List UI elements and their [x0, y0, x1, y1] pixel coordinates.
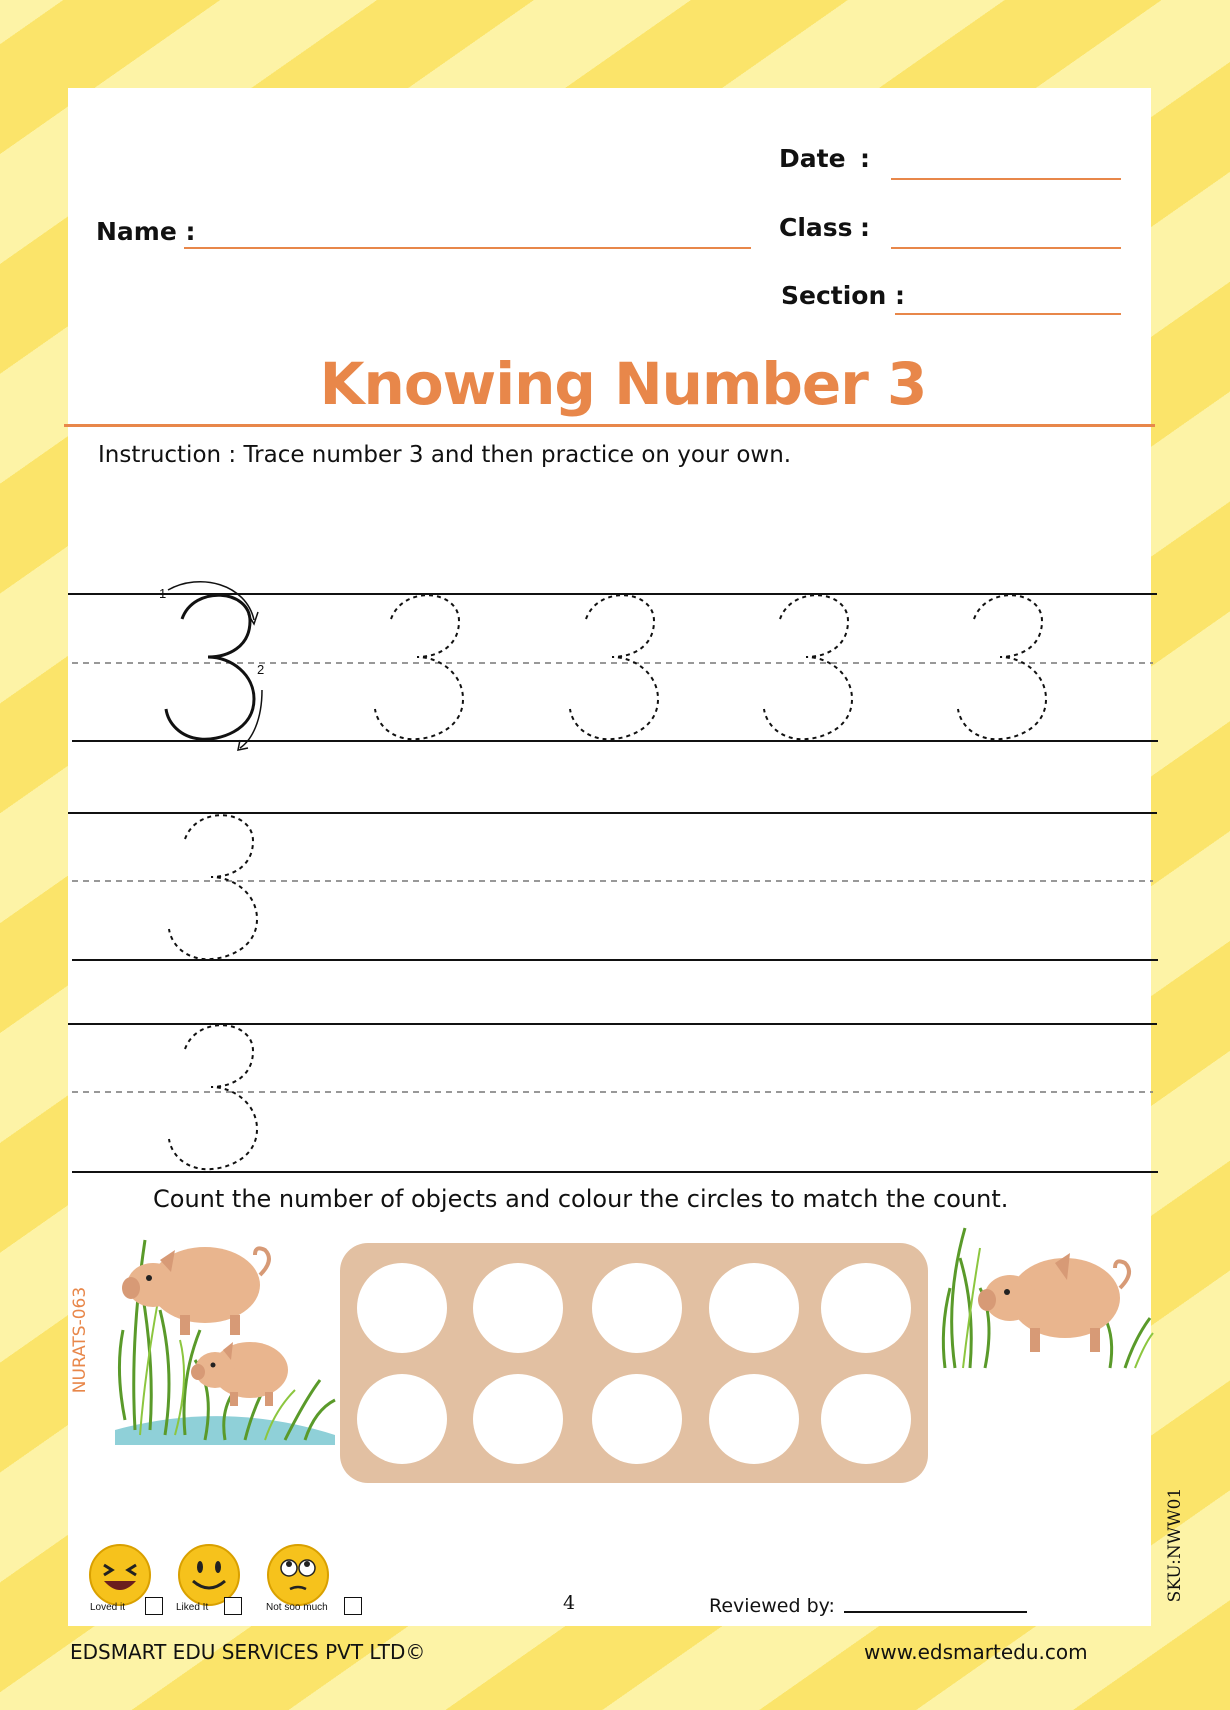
feedback-label-not-much: Not soo much: [266, 1602, 328, 1613]
stroke-number-2: 2: [257, 662, 265, 677]
stroke-number-1: 1: [159, 586, 167, 601]
section-label: Section :: [781, 281, 905, 310]
dotted-digit-three[interactable]: [169, 815, 257, 959]
rolling-eyes-face-icon[interactable]: [268, 1545, 328, 1605]
count-circle[interactable]: [592, 1374, 682, 1464]
class-colon: :: [860, 213, 870, 242]
date-label: Date: [779, 144, 846, 173]
side-code-wrap: [65, 1270, 95, 1420]
sku-wrap: [1160, 1480, 1190, 1620]
footer-company: EDSMART EDU SERVICES PVT LTD©: [70, 1640, 426, 1664]
count-circle[interactable]: [821, 1374, 911, 1464]
count-circle[interactable]: [821, 1263, 911, 1353]
feedback-label-loved: Loved it: [90, 1602, 126, 1613]
footer-website[interactable]: www.edsmartedu.com: [864, 1640, 1088, 1664]
pig-icon: [978, 1253, 1129, 1352]
circle-row-top: [357, 1263, 911, 1353]
pigs-in-grass-left: [105, 1220, 345, 1450]
model-digit-three: [166, 595, 254, 739]
ten-frame-circles[interactable]: [340, 1243, 928, 1483]
count-circle[interactable]: [473, 1263, 563, 1353]
side-code: NURATS-063: [70, 1286, 90, 1394]
circle-row-bottom: [357, 1374, 911, 1464]
pig-in-grass-right: [935, 1218, 1155, 1378]
dotted-digit-three[interactable]: [169, 1025, 257, 1169]
reviewed-by-field[interactable]: [844, 1611, 1027, 1613]
count-circle[interactable]: [709, 1374, 799, 1464]
count-circle[interactable]: [592, 1263, 682, 1353]
counting-instruction: Count the number of objects and colour the circles to match the count.: [153, 1185, 1009, 1213]
dotted-digit-three[interactable]: [570, 595, 658, 739]
page-number: 4: [563, 1592, 576, 1614]
dotted-digit-three[interactable]: [375, 595, 463, 739]
sku-code: SKU:NWW01: [1165, 1487, 1185, 1603]
class-label: Class: [779, 213, 853, 242]
date-colon: :: [860, 144, 870, 173]
dotted-digit-three[interactable]: [958, 595, 1046, 739]
feedback-label-liked: Liked It: [176, 1602, 209, 1613]
loved-it-checkbox[interactable]: [145, 1597, 163, 1615]
count-circle[interactable]: [709, 1263, 799, 1353]
instruction-text: Instruction : Trace number 3 and then practice on your own.: [98, 442, 792, 468]
count-circle[interactable]: [357, 1374, 447, 1464]
pig-icon: [122, 1247, 269, 1335]
not-soo-much-checkbox[interactable]: [344, 1597, 362, 1615]
count-circle[interactable]: [357, 1263, 447, 1353]
count-circle[interactable]: [473, 1374, 563, 1464]
reviewed-by-label: Reviewed by:: [709, 1595, 835, 1617]
stroke-arrow-2: [240, 690, 262, 748]
dotted-digit-three[interactable]: [764, 595, 852, 739]
laughing-face-icon[interactable]: [90, 1545, 150, 1605]
page-title: Knowing Number 3: [319, 350, 927, 418]
liked-it-checkbox[interactable]: [224, 1597, 242, 1615]
piglet-icon: [191, 1342, 288, 1406]
smiling-face-icon[interactable]: [179, 1545, 239, 1605]
name-label: Name :: [96, 217, 196, 246]
